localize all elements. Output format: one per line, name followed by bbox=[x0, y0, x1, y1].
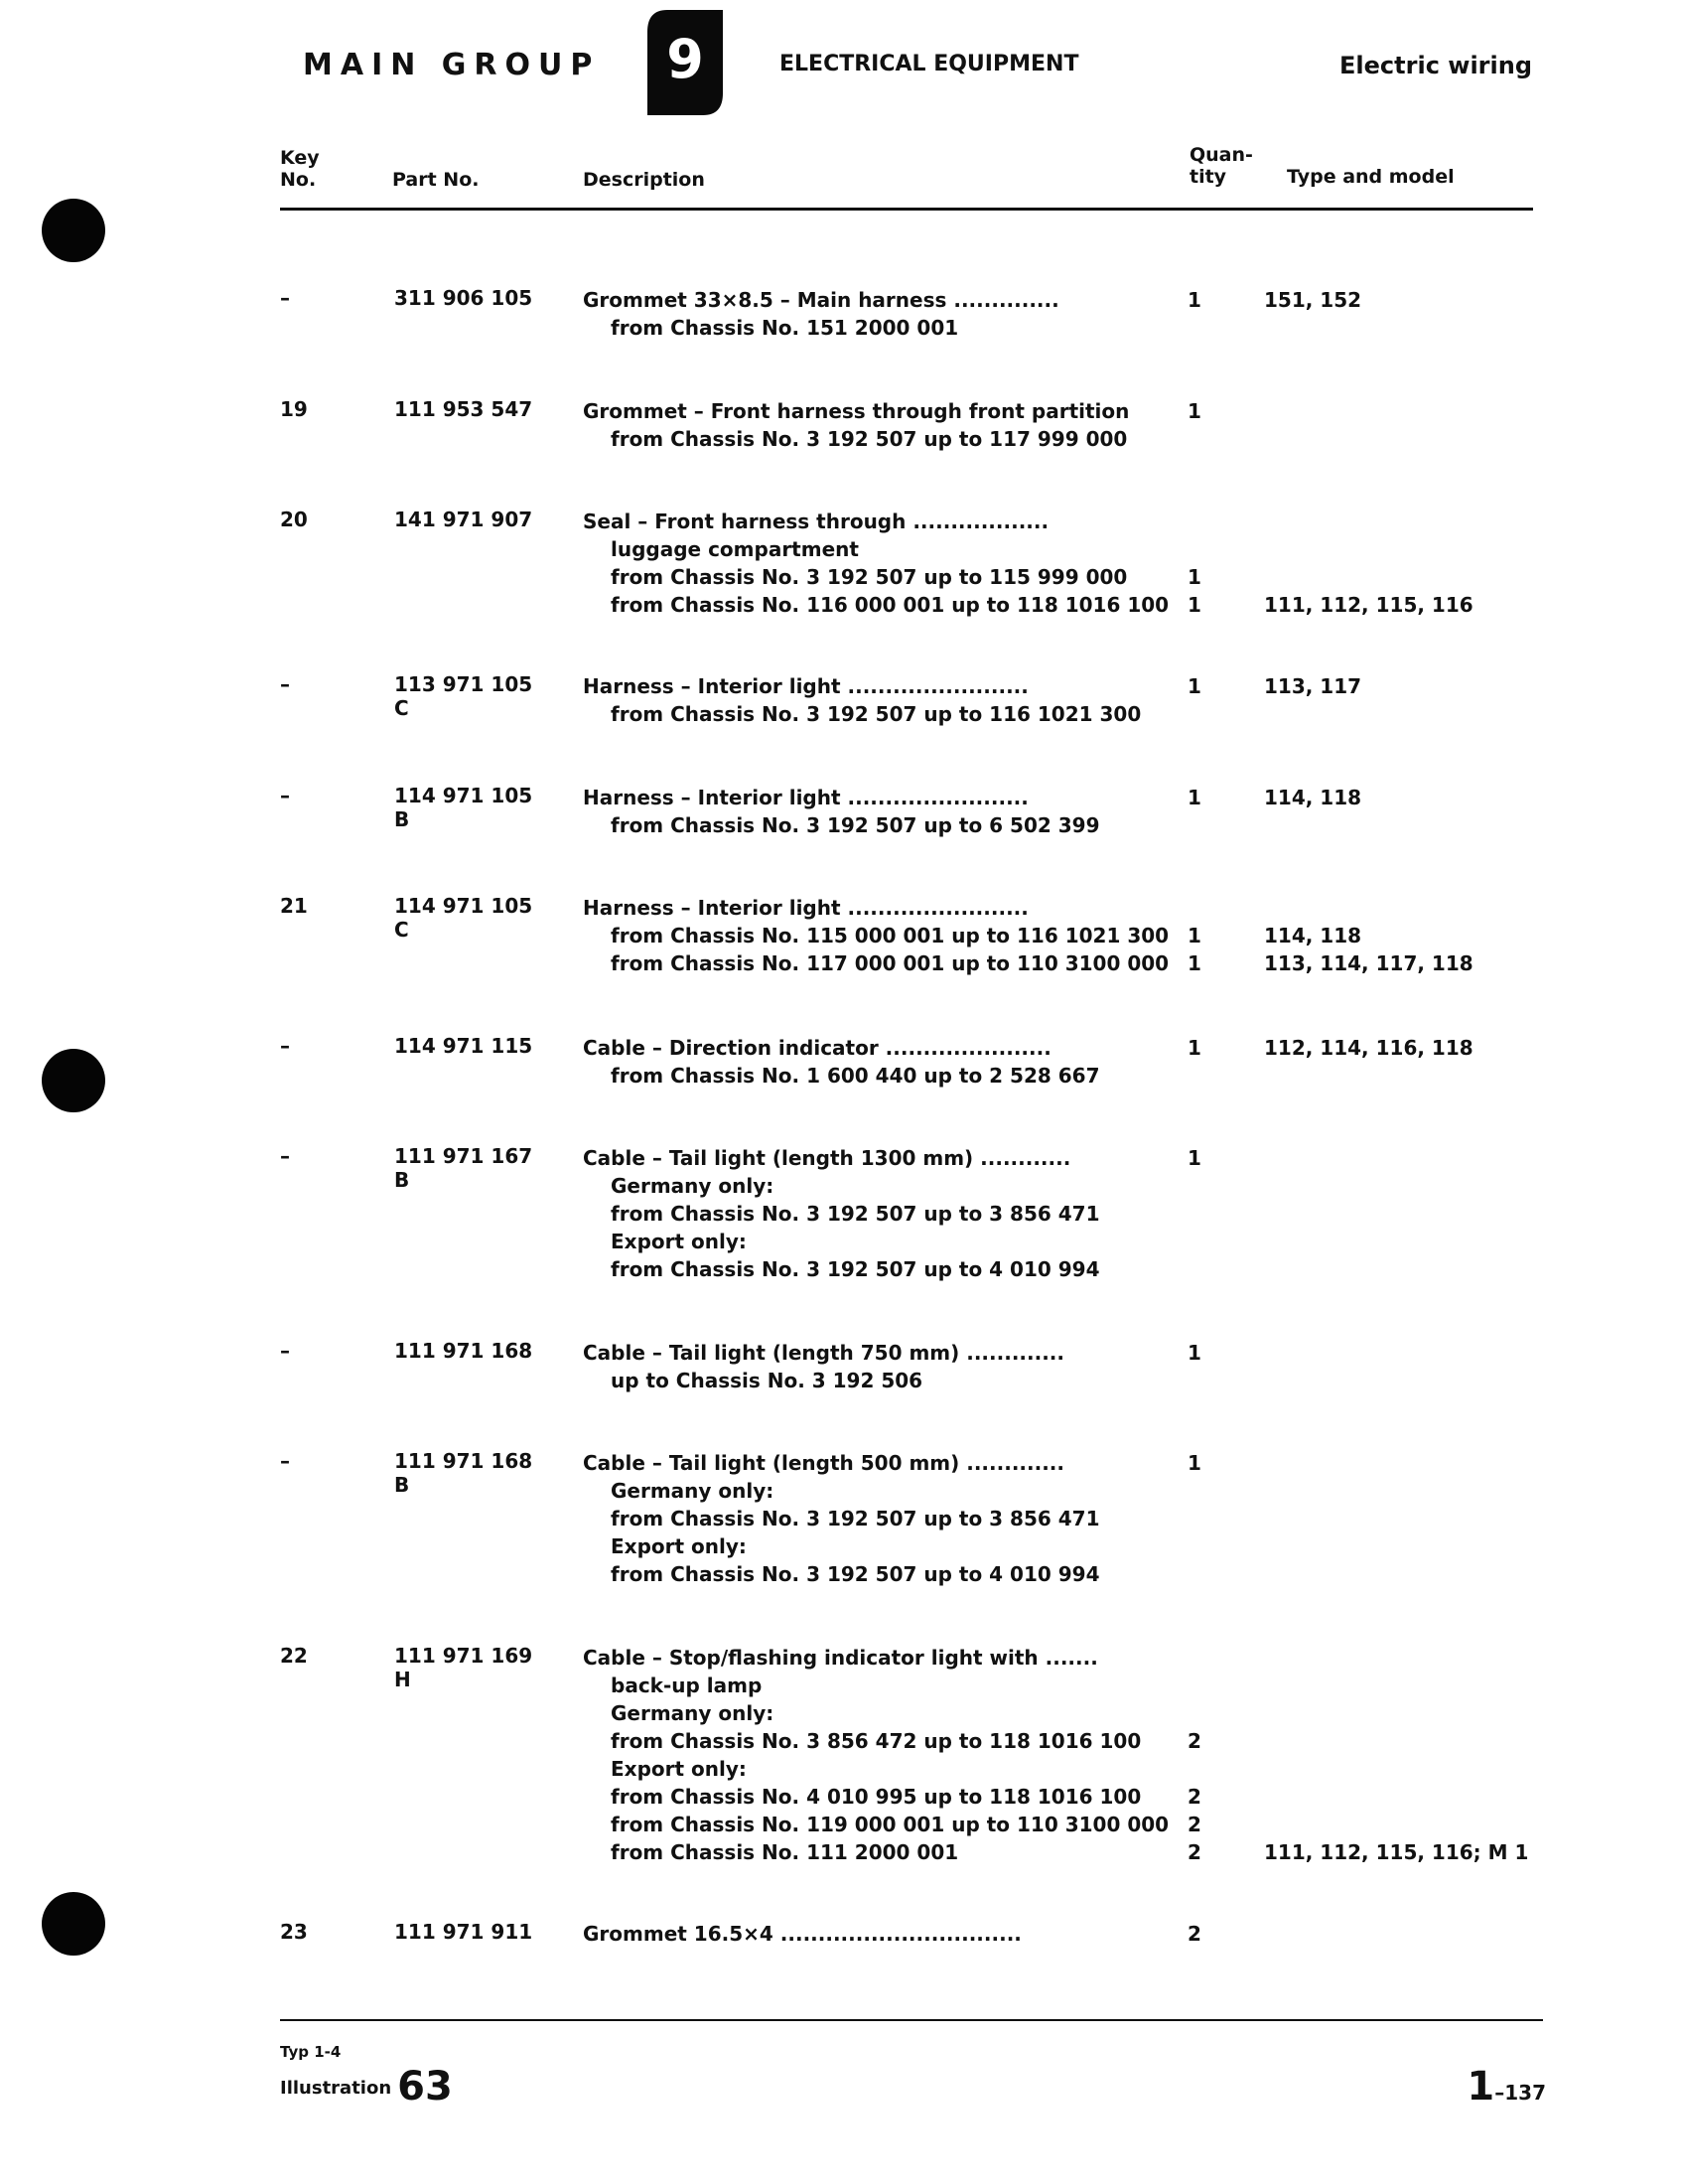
description bbox=[583, 1144, 1177, 1283]
description-line: Seal – Front harness through .................. bbox=[583, 510, 1050, 533]
description bbox=[583, 784, 1177, 839]
key-no: 23 bbox=[280, 1920, 308, 1944]
quantity-value bbox=[1188, 1228, 1227, 1255]
part-no: 114 971 105 C bbox=[394, 894, 533, 942]
quantity-value: 2 bbox=[1188, 1840, 1201, 1864]
description bbox=[583, 894, 1177, 977]
key-no: – bbox=[280, 1034, 290, 1058]
description-line: Harness – Interior light ........................ bbox=[583, 896, 1029, 920]
col-description: Description bbox=[583, 169, 705, 191]
quantity-value: 1 bbox=[1188, 924, 1201, 947]
type-model bbox=[1264, 894, 1532, 977]
description bbox=[583, 672, 1177, 728]
quantity-value bbox=[1188, 1755, 1227, 1783]
description-line: Cable – Tail light (length 500 mm) ............. bbox=[583, 1451, 1064, 1475]
description-line: from Chassis No. 3 192 507 up to 6 502 399 bbox=[611, 813, 1100, 837]
type-model bbox=[1264, 1339, 1532, 1394]
quantity-value bbox=[1188, 314, 1227, 342]
quantity bbox=[1188, 784, 1227, 839]
description-line: from Chassis No. 3 192 507 up to 4 010 994 bbox=[611, 1257, 1100, 1281]
quantity-value bbox=[1188, 1477, 1227, 1505]
type-label: Typ 1-4 bbox=[280, 2043, 342, 2061]
illustration-number: 63 bbox=[397, 2064, 453, 2110]
description bbox=[583, 508, 1177, 619]
description-line: Harness – Interior light ........................ bbox=[583, 674, 1029, 698]
quantity-value: 1 bbox=[1188, 1036, 1201, 1060]
type-model-value bbox=[1264, 1144, 1532, 1172]
description-line: Cable – Tail light (length 750 mm) ............. bbox=[583, 1341, 1064, 1365]
key-no: – bbox=[280, 1339, 290, 1363]
type-model-value bbox=[1264, 811, 1532, 839]
type-model-value bbox=[1264, 1755, 1532, 1783]
binder-hole-bottom bbox=[42, 1892, 105, 1956]
type-model-value bbox=[1264, 397, 1532, 425]
group-number: 9 bbox=[666, 28, 704, 90]
quantity-value: 1 bbox=[1188, 565, 1201, 589]
type-model-value bbox=[1264, 563, 1532, 591]
type-model-value bbox=[1264, 1255, 1532, 1283]
quantity-value: 1 bbox=[1188, 288, 1201, 312]
part-no: 111 971 911 bbox=[394, 1920, 533, 1944]
quantity-value: 2 bbox=[1188, 1785, 1201, 1809]
type-model-value bbox=[1264, 1477, 1532, 1505]
type-model-value bbox=[1264, 425, 1532, 453]
quantity bbox=[1188, 1144, 1227, 1283]
description-line: from Chassis No. 3 192 507 up to 3 856 471 bbox=[611, 1202, 1100, 1226]
type-model-value: 113, 114, 117, 118 bbox=[1264, 951, 1473, 975]
description-line: from Chassis No. 115 000 001 up to 116 1021 300 bbox=[611, 924, 1170, 947]
type-model-value bbox=[1264, 1505, 1532, 1532]
col-part-no: Part No. bbox=[392, 169, 480, 191]
type-model-value bbox=[1264, 1532, 1532, 1560]
part-no: 113 971 105 C bbox=[394, 672, 533, 720]
quantity bbox=[1188, 286, 1227, 342]
part-no: 114 971 105 B bbox=[394, 784, 533, 831]
type-model-value bbox=[1264, 1560, 1532, 1588]
part-no: 111 971 168 bbox=[394, 1339, 533, 1363]
description bbox=[583, 1034, 1177, 1090]
type-model-value bbox=[1264, 1920, 1532, 1948]
description-line: from Chassis No. 3 192 507 up to 3 856 471 bbox=[611, 1507, 1100, 1530]
type-model-value bbox=[1264, 1672, 1532, 1699]
description-line: from Chassis No. 116 000 001 up to 118 1016 100 bbox=[611, 593, 1170, 617]
quantity bbox=[1188, 1449, 1227, 1588]
header-rule bbox=[280, 208, 1533, 211]
quantity-value bbox=[1188, 1255, 1227, 1283]
quantity-value bbox=[1188, 425, 1227, 453]
description-line: from Chassis No. 3 192 507 up to 115 999 000 bbox=[611, 565, 1128, 589]
key-no: – bbox=[280, 784, 290, 807]
type-model-value bbox=[1264, 700, 1532, 728]
quantity-value: 1 bbox=[1188, 593, 1201, 617]
quantity bbox=[1188, 1644, 1227, 1866]
description-line: from Chassis No. 111 2000 001 bbox=[611, 1840, 959, 1864]
description bbox=[583, 1644, 1177, 1866]
part-no: 111 953 547 bbox=[394, 397, 533, 421]
illustration-ref: Illustration 63 bbox=[280, 2064, 453, 2110]
description bbox=[583, 397, 1177, 453]
type-model-value bbox=[1264, 1062, 1532, 1090]
type-model-value: 114, 118 bbox=[1264, 924, 1362, 947]
type-model-value bbox=[1264, 1811, 1532, 1838]
type-model-value bbox=[1264, 1644, 1532, 1672]
description-line: luggage compartment bbox=[611, 537, 859, 561]
description-line: from Chassis No. 117 000 001 up to 110 3100 000 bbox=[611, 951, 1170, 975]
binder-hole-middle bbox=[42, 1049, 105, 1112]
binder-hole-top bbox=[42, 199, 105, 262]
type-model-value bbox=[1264, 1367, 1532, 1394]
part-no: 311 906 105 bbox=[394, 286, 533, 310]
quantity-value bbox=[1188, 700, 1227, 728]
description-line: Export only: bbox=[611, 1757, 747, 1781]
description-line: from Chassis No. 151 2000 001 bbox=[611, 316, 959, 340]
type-model bbox=[1264, 508, 1532, 619]
type-model-value bbox=[1264, 314, 1532, 342]
quantity-value bbox=[1188, 811, 1227, 839]
description-line: up to Chassis No. 3 192 506 bbox=[611, 1369, 923, 1392]
description-line: Harness – Interior light ........................ bbox=[583, 786, 1029, 809]
quantity-value: 1 bbox=[1188, 1341, 1201, 1365]
page-number: 1–137 bbox=[1467, 2064, 1546, 2110]
quantity-value bbox=[1188, 535, 1227, 563]
key-no: – bbox=[280, 672, 290, 696]
description-line: back-up lamp bbox=[611, 1674, 763, 1697]
description bbox=[583, 1339, 1177, 1394]
description-line: from Chassis No. 3 192 507 up to 116 1021 300 bbox=[611, 702, 1142, 726]
type-model-value bbox=[1264, 1339, 1532, 1367]
section-title: ELECTRICAL EQUIPMENT bbox=[779, 52, 1079, 76]
description-line: Grommet 16.5×4 ................................ bbox=[583, 1922, 1022, 1946]
type-model-value: 111, 112, 115, 116 bbox=[1264, 593, 1473, 617]
description-line: Germany only: bbox=[611, 1479, 774, 1503]
type-model-value bbox=[1264, 1727, 1532, 1755]
quantity bbox=[1188, 1920, 1227, 1948]
description-line: Germany only: bbox=[611, 1174, 774, 1198]
main-group-label: MAIN GROUP bbox=[303, 48, 601, 82]
col-type-model: Type and model bbox=[1287, 166, 1455, 188]
description-line: from Chassis No. 3 192 507 up to 4 010 994 bbox=[611, 1562, 1100, 1586]
type-model bbox=[1264, 672, 1532, 728]
description-line: from Chassis No. 1 600 440 up to 2 528 667 bbox=[611, 1064, 1100, 1088]
type-model bbox=[1264, 1449, 1532, 1588]
quantity-value bbox=[1188, 1644, 1227, 1672]
subsection-title: Electric wiring bbox=[1339, 52, 1532, 79]
type-model-value bbox=[1264, 535, 1532, 563]
col-key-no: Key No. bbox=[280, 147, 320, 191]
description-line: Export only: bbox=[611, 1534, 747, 1558]
description-line: Grommet 33×8.5 – Main harness .............. bbox=[583, 288, 1059, 312]
description-line: from Chassis No. 4 010 995 up to 118 1016 100 bbox=[611, 1785, 1142, 1809]
type-model-value bbox=[1264, 1699, 1532, 1727]
key-no: 20 bbox=[280, 508, 308, 531]
quantity bbox=[1188, 1339, 1227, 1394]
type-model bbox=[1264, 1144, 1532, 1283]
part-no: 111 971 167 B bbox=[394, 1144, 533, 1192]
type-model bbox=[1264, 784, 1532, 839]
quantity-value bbox=[1188, 894, 1227, 922]
quantity-value bbox=[1188, 1367, 1227, 1394]
quantity-value: 1 bbox=[1188, 951, 1201, 975]
description-line: Grommet – Front harness through front partition bbox=[583, 399, 1130, 423]
description-line: Germany only: bbox=[611, 1701, 774, 1725]
key-no: – bbox=[280, 286, 290, 310]
part-no: 111 971 168 B bbox=[394, 1449, 533, 1497]
part-no: 141 971 907 bbox=[394, 508, 533, 531]
quantity-value: 1 bbox=[1188, 1451, 1201, 1475]
quantity-value: 1 bbox=[1188, 674, 1201, 698]
type-model bbox=[1264, 397, 1532, 453]
quantity-value bbox=[1188, 1062, 1227, 1090]
quantity bbox=[1188, 894, 1227, 977]
quantity-value bbox=[1188, 1699, 1227, 1727]
group-number-badge bbox=[647, 10, 723, 115]
type-model-value bbox=[1264, 894, 1532, 922]
quantity-value: 1 bbox=[1188, 399, 1201, 423]
quantity-value bbox=[1188, 1505, 1227, 1532]
type-model-value bbox=[1264, 1172, 1532, 1200]
quantity-value bbox=[1188, 1672, 1227, 1699]
type-model-value bbox=[1264, 1783, 1532, 1811]
quantity bbox=[1188, 508, 1227, 619]
footer-rule bbox=[280, 2019, 1543, 2021]
quantity-value: 2 bbox=[1188, 1813, 1201, 1836]
type-model-value: 111, 112, 115, 116; M 1 bbox=[1264, 1840, 1529, 1864]
key-no: 22 bbox=[280, 1644, 308, 1668]
quantity-value bbox=[1188, 1172, 1227, 1200]
type-model-value bbox=[1264, 1200, 1532, 1228]
description bbox=[583, 286, 1177, 342]
type-model-value: 151, 152 bbox=[1264, 288, 1362, 312]
description bbox=[583, 1920, 1177, 1948]
key-no: 21 bbox=[280, 894, 308, 918]
type-model-value bbox=[1264, 1228, 1532, 1255]
quantity bbox=[1188, 397, 1227, 453]
description-line: from Chassis No. 119 000 001 up to 110 3100 000 bbox=[611, 1813, 1170, 1836]
key-no: 19 bbox=[280, 397, 308, 421]
quantity-value: 1 bbox=[1188, 1146, 1201, 1170]
quantity-value bbox=[1188, 1560, 1227, 1588]
quantity-value bbox=[1188, 508, 1227, 535]
key-no: – bbox=[280, 1449, 290, 1473]
quantity-value: 1 bbox=[1188, 786, 1201, 809]
type-model bbox=[1264, 1920, 1532, 1948]
quantity-value: 2 bbox=[1188, 1922, 1201, 1946]
key-no: – bbox=[280, 1144, 290, 1168]
type-model-value: 112, 114, 116, 118 bbox=[1264, 1036, 1473, 1060]
type-model bbox=[1264, 286, 1532, 342]
quantity-value bbox=[1188, 1532, 1227, 1560]
description-line: from Chassis No. 3 856 472 up to 118 1016 100 bbox=[611, 1729, 1142, 1753]
description-line: Cable – Tail light (length 1300 mm) ............ bbox=[583, 1146, 1071, 1170]
part-no: 111 971 169 H bbox=[394, 1644, 533, 1691]
type-model bbox=[1264, 1034, 1532, 1090]
description-line: Export only: bbox=[611, 1230, 747, 1253]
quantity-value: 2 bbox=[1188, 1729, 1201, 1753]
quantity bbox=[1188, 672, 1227, 728]
description-line: Cable – Stop/flashing indicator light with ....... bbox=[583, 1646, 1098, 1670]
type-model-value: 113, 117 bbox=[1264, 674, 1362, 698]
description bbox=[583, 1449, 1177, 1588]
type-model-value bbox=[1264, 1449, 1532, 1477]
quantity-value bbox=[1188, 1200, 1227, 1228]
part-no: 114 971 115 bbox=[394, 1034, 533, 1058]
quantity bbox=[1188, 1034, 1227, 1090]
col-quantity: Quan- tity bbox=[1190, 144, 1253, 188]
description-line: from Chassis No. 3 192 507 up to 117 999 000 bbox=[611, 427, 1128, 451]
type-model bbox=[1264, 1644, 1532, 1866]
type-model-value: 114, 118 bbox=[1264, 786, 1362, 809]
type-model-value bbox=[1264, 508, 1532, 535]
description-line: Cable – Direction indicator ...................... bbox=[583, 1036, 1051, 1060]
